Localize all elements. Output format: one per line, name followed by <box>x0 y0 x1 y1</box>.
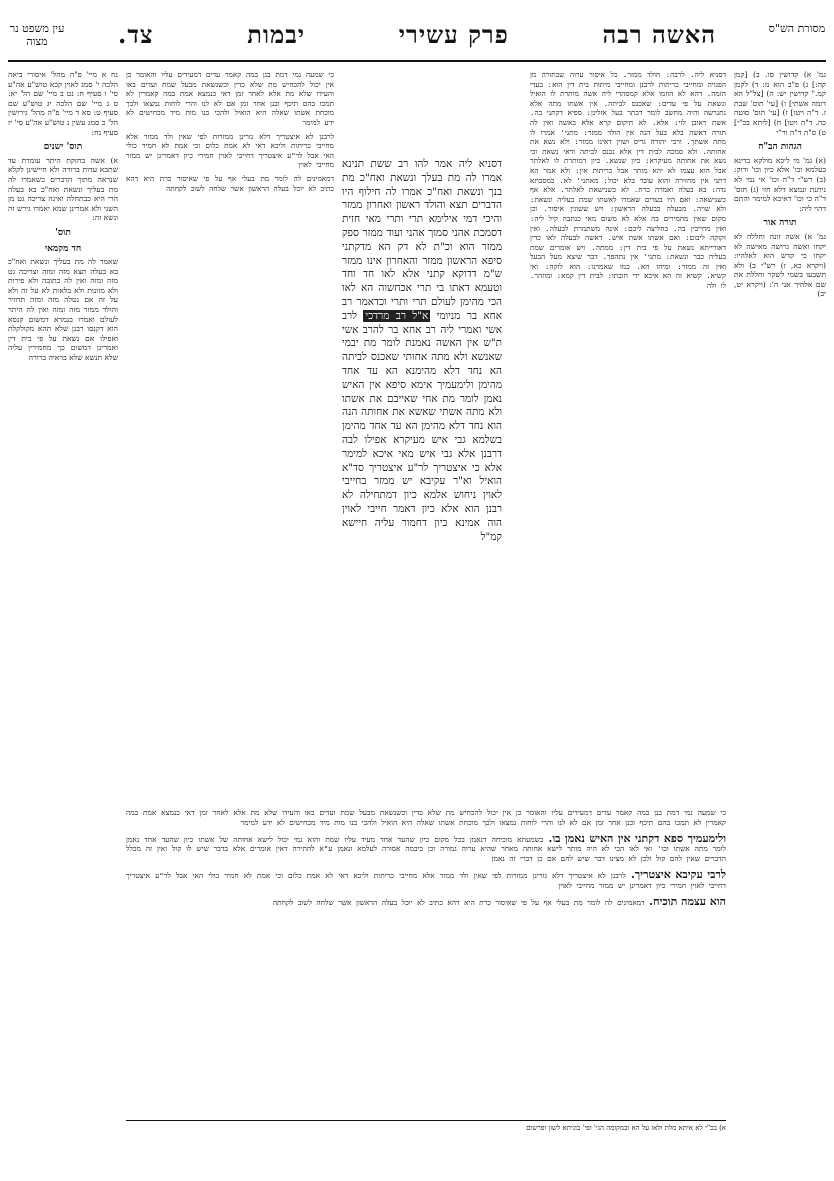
chad-mekamai-text: שאמר לה מת בעליך ונשאת ואח"כ בא בעלה תצא מזה ומזה וצריכה גט מזה ומזה ואין לה כתובה ולא פירות ולא מזונות ולא בלאות לא על זה ולא על זה אם נטלה מזה ומזה תחזיר והולד ממזר מזה ומזה ואין לה היתר לעולם ואמרו בגמרא דמשום קנסא הוא דקנסו רבנן שלא תהא מקולקלת ואפילו אם נשאת על פי בית דין ואמרינן דמשום כך מחמירין עליה שלא תנשא שלא בראיה ברורה <box>8 257 118 363</box>
gemara-part1: דסניא ליה אמר להו רב ששת תנינא אמרו לה מת בעלך ונשאת ואח"כ מת בנך ונשאת ואח"כ אמרו לה חילוף היו הדברים תצא והולד ראשון ואחרון ממזר והיכי דמי אילימא תרי ותרי מאי חזית דסמכת אהני סמוך אהני ועוד ממזר ספק ממזר הוא וכ"ת לא דק הא מדקתני סיפא הראשון ממזר והאחרון אינו ממזר ש"מ דדוקא קתני אלא לאו חד וחד וטעמא דאתו בי תרי אכחשוה הא לאו הכי מהימן לעולם תרי ותרי וכדאמר רב אחא בר מניומי <box>342 158 502 322</box>
footnote: א) בכ"י לא איתא מלת ולאו על הא ובמקומה הגי' ופי' בוניתא לשון ופרשום <box>126 1120 726 1133</box>
tosafot-yeshanim-text: א) אשה בחזקת היתר עומדת עד שתבא עדות ברורה ולא חיישינן לקלא שנראה מתוך הדברים כשאמרו לה מת בעליך ונשאת ואח"כ בא בעלה הרי היא כבתחלה ואינה צריכה גט מן השני ולא אמרינן שמא יאמרו גירש זה ונשא זה: <box>8 155 118 223</box>
tractate-name: יבמות <box>247 20 306 49</box>
gemara-part2: לרב אשי ואמרי ליה רב אחא בר להרב אשי ת"ש אין האשה נאמנת לומר מת יבמי שאנשא ולא מתה אחותי שאכנס לביתה הא נחד דלא מהימנא הא עד אחד מהימן ולימעמיך אימא סיפא אין האיש נאמן לומר מת אחי שאייבם את אשתו ולא מתה אשתי שאשא את אחותה הנה הוא נחד דלא מהימן הא עד אחד מהימן בשלמא גבי איש מעיקרא אפילו לבה דרבנן אלא גבי איש מאי איכא למימר אלא כי איצטריך לר"ע איצטריך סד"א הואיל וא"ר עקיבא יש ממזר בחייבי לאוין ניחוש אלמא כיון דמתחילה לא רבנן הוא אלא כיון דאמר חייבי לאוין הוה אמינא כיון דחמור עליה חיישא קמ"ל <box>342 309 502 543</box>
tosafot-text-3: דמאמינים לה לומר מת בעלי אף על פי שאיסור כרת היא דהא כתיב לא יוכל בעלה הראשון אשר שלחה לשוב לקחתה <box>126 173 334 193</box>
hagahot-text: (א) גמ' מי ליכא מולקא כדינא בעלמא וכו' אלא כיון וכו' ודוק: (ב) רש"י ד"ה וכו' אי נמי לא ניתנת ונמצא דלא חזי (ג) תוס' ד"ה כי וכו' דאיכא למימר והתם דהוי ליה: <box>734 155 826 213</box>
tosafot-yeshanim-title: תוס' ישנים <box>43 142 83 153</box>
header-divider <box>8 60 826 62</box>
right-margin <box>734 70 826 1110</box>
page-header <box>8 16 826 74</box>
chapter-number: פרק עשירי <box>398 20 509 49</box>
ein-mishpat-text: נח א מיי' פ"ה מהל' איסורי ביאה הלכה י' סמג לאוין קכא טוש"ע אה"ע סי' ו סעיף ח: נט ב מיי' שם הל' יא: ס ג מיי' שם הלכה יג טוש"ע שם סעיף ט: סא ד מיי' פ"ה מהל' גירושין הל' כ סמג עשין נ טוש"ע אה"ע סי' יז סעיף נח: <box>8 70 118 137</box>
bottom-heading-4: הוא עצמה תוכיח. <box>649 894 726 908</box>
tosafot-title: תוס' <box>55 227 71 238</box>
talmud-page <box>8 8 826 1173</box>
header-titles <box>118 20 716 50</box>
bottom-p2: בשמעתא מוכיחה דנאמן בכל מקום כיון שהעד אחד מעיד עליו שמת והוא נמי יכול לישא אחותה של אשתו כיון שהעד אחד נאמן לומר מתה אשתו וכו' ואי לאו הכי לא היה מותר לישא אחותה מאחר שהיא ערוה גמורה וכן ביבמה אסורה לעלמא ונאמן ע"א להתירה דאין אומרים אלא בדבר שיש לו קול ואין זה מכלל הדברים שאין להם קול ולכן לא מצינו דבר שיש להם אם כן דברי זה נאמן <box>126 834 726 864</box>
chapter-name: האשה רבה <box>602 20 716 49</box>
left-margin <box>8 70 118 1110</box>
gemara-highlight: א"ל רב מרדכי <box>365 309 429 322</box>
tosafot-text-2: לרבנן לא איצטריך דלא גזרינן ממזרות לפי שאין ולד ממזר אלא מחייבי כריתות וליכא דאי לא אמת כלום וכי אמת לא חמיר כולי האי אבל לר"ע איצטריך דחייבי לאוין חמירי כיון דאמרינן יש ממזר מחייבי לאוין <box>126 131 334 170</box>
bottom-p1: כי שמעה נמי דמת בנן במה קאמר עדים דמעידים עליו והאומר כן אין יכול להכחיש מת שלא כדין וכשנשאת מבעל שמת ועדים באו והעידו שלא מת אלא לאחר זמן דאי כנמצא אמת במה קאמרין לא תמכו בהם תיכף ובנן אחר זמן אם לא לנו והרי לוחות נמצאו ולכך מוכחת אשתו שאלה היא הואיל ולהכי בנו מות מיד מכחישים לא ידע למימר <box>126 808 726 827</box>
bottom-p3: לרבנן לא איצטריך דלא גזרינן ממזרות לפי שאין ולד ממזר אלא מחייבי כריתות וליכא דאי לא אמת כלום וכי אמת לא חמיר כולי האי אבל לר"ע איצטריך דחייבי לאוין חמירי כיון דאמרינן יש ממזר מחייבי לאוין <box>126 870 726 890</box>
torah-or-text: גמ' א) אשה זונה וחללה לא יקחו ואשה גרושה מאישה לא יקחו כי קדש הוא לאלהיו: (ויקרא כא, ז) רש"י ב) ולא תשבעו בשמי לשקר וחללת את שם אלהיך אני ה': (ויקרא יט, יב) <box>734 231 826 299</box>
tosafot-commentary <box>126 70 334 810</box>
bottom-commentary <box>126 808 726 1108</box>
masoret-text: גמ' א) קדושין סו. ב) [קמן קה:] ג) פ"ב הוא נז: ד) לקמן קמ." קדושין יש: ה) [צל"ל הא דומה אשתי] ו) [עי' תוס' שבת ז. ד"ה ויטו] ז) [עי' תוס' סוטה כה. ד"ה ויטו] ח) [ליתא בכ"י] ט) ס"ה ד"ה ור"י <box>734 70 826 137</box>
ein-mishpat-label: עין משפט נר מצוה <box>9 22 65 48</box>
rashi-text: דסניא ליה. לרבה: חולד ממזר. כל איסור ערוה שבתורה מן הפנויה ומחייבי כריתות לרבנן ומחייבי מיתות בית דין הוא: בעדי הזמה. דהא לא הוזמו אלא קמסהדי ליה אשה מותרת לו הואיל ונשאת על פי עדים: שאכנס לביתה. אין אשתו מתה אלא נתגרשה והיה מחשב לומר דבתר בעל אזלינן: ספיא דקתני בה. אשת ראובן לוי: אלא. לא תיקום קרא אלא באשה ואין לה תורה דאשה בלא בעל הנה אין הולד ממזר: מתני' אמרו לו מתה אשתך. ורבי יהודה גריס ושוין דאינו ממזר: ולא נשא את אחותה. ולא סמכה לבית דין אלא נכנס לביתה ודאי נשאת וכי נשא את אחותה מעיקרא: כיון שנשא. כיון דמותרת לו לאלתר אבל הוא עצמו לא יהא מותר אבל כריתות אין: ולא אמר הא דתני אין מחזירה והוא עובר בלא יכול: מאתני' לא. במסכתא נדה: בא בעלה ואמרה כרת. לא כשנישאת לאלתר. אלא אף כשנישאה: ואם היו בעדים שאמרו לאשתו שמת בעליה ונשאת: ולא שויה. מבעלה כבעלה הראשון: ויש ששונין איסור. וכן מקום שאין מחמירים בה אלא לא משום מאי כנתבה קיל ליה: ואין מחייבין בה. בחליצה ליבם: אינה משתמרת לבעלה. ואין זקוקה ליבום: ואם אשתו אשת איש. דאשה לבעלה לאו כדין דאורייתא נשאת על פי בית דין: ממתה. ויש אומרים שמת בעליה כבר ונשאת: מתני' אין נתהפך. דבר שיצא מעל הבעל ואין זה ממזר: ומיהו הא. כמו שאמרנו: הוא לוקה: ואי קשיא. קשיא זה הא איכא ידי חובתו: לבית דין קמא: ומוזהר. לו ולה <box>530 70 726 291</box>
masoret-hashas-label: מסורת הש"ס <box>768 22 826 35</box>
torah-or-title: תורה אור <box>763 218 797 229</box>
tosafot-text: כי שמעה נמי דמת בנן במה קאמר עדים דמעידים עליו והאומר כן אין יכול להכחיש מת שלא כדין וכשנשאת מבעל שמת ועדים באו והעידו שלא מת אלא לאחר זמן דאי כנמצא אמת במה קאמרין לא תמכו בהם תיכף ובנן אחר זמן אם לא לנו והרי לוחות נמצאו ולכך מוכחת אשתו שאלה היא הואיל ולהכי בנו מות מיד מכחישים לא ידע למימר <box>126 70 334 127</box>
gemara-text <box>342 158 502 718</box>
page-number: צד. <box>118 20 154 49</box>
bottom-heading-3: לרבי עקיבא איצטריך. <box>630 867 726 881</box>
rashi-commentary <box>530 70 726 790</box>
chad-mekamai-title: חד מקמאי <box>44 243 82 254</box>
bottom-heading-2: ולימעמיך ספא דקתני אין האיש נאמן בו. <box>548 831 726 845</box>
bottom-p4: דמאמינים לה לומר מת בעלי אף על פי שאיסור כרת היא דהא כתיב לא יוכל בעלה הראשון אשר שלחה לשוב לקחתה <box>272 897 645 907</box>
hagahot-title: הגהות הב"ח <box>758 142 802 153</box>
